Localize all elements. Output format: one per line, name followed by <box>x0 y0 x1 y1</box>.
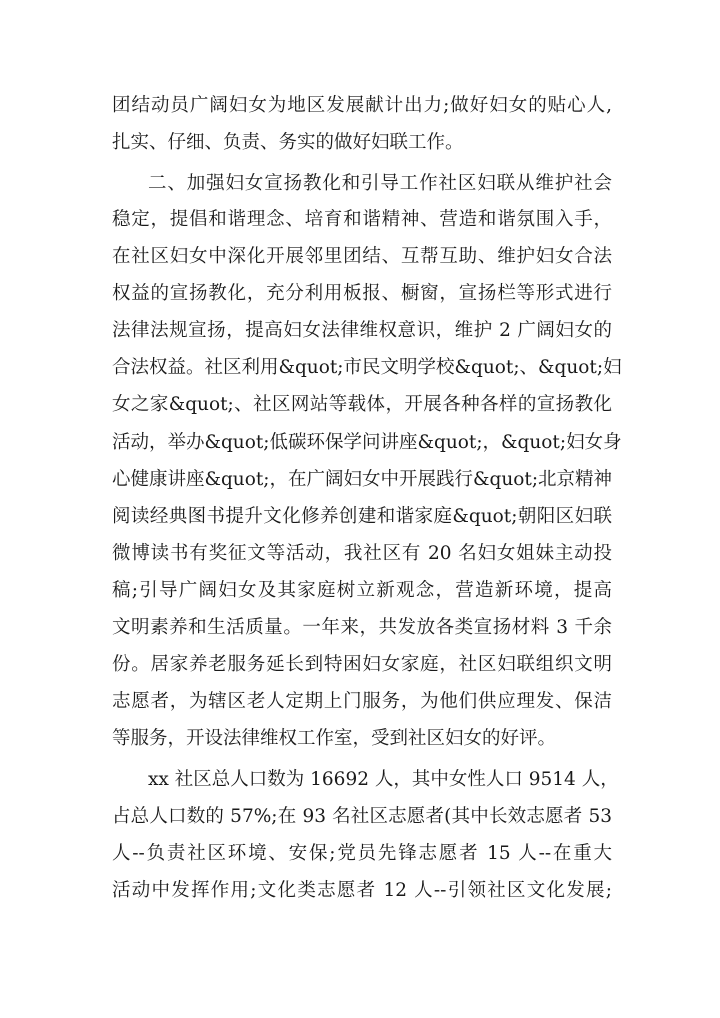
text-line: 权益的宣扬教化，充分利用板报、橱窗，宣扬栏等形式进行 <box>112 283 612 304</box>
text-line: 法律法规宣扬，提高妇女法律维权意识，维护 2 广阔妇女的 <box>112 320 612 341</box>
text-line: 稿;引导广阔妇女及其家庭树立新观念，营造新环境，提高 <box>112 580 612 601</box>
text-line: 在社区妇女中深化开展邻里团结、互帮互助、维护妇女合法 <box>112 246 612 267</box>
text-line: 微博读书有奖征文等活动，我社区有 20 名妇女姐妹主动投 <box>112 543 612 564</box>
text-line: 女之家&quot;、社区网站等载体，开展各种各样的宣扬教化 <box>112 394 612 415</box>
text-line: 等服务，开设法律维权工作室，受到社区妇女的好评。 <box>112 728 557 749</box>
text-line: 活动，举办&quot;低碳环保学问讲座&quot;，&quot;妇女身 <box>112 432 622 453</box>
text-line: 团结动员广阔妇女为地区发展献计出力;做好妇女的贴心人, <box>112 95 612 116</box>
paragraph-first-line: 二、加强妇女宣扬教化和引导工作社区妇联从维护社会 <box>148 173 612 194</box>
text-line: 扎实、仔细、负责、务实的做好妇联工作。 <box>112 132 464 153</box>
text-line: 份。居家养老服务延长到特困妇女家庭，社区妇联组织文明 <box>112 654 612 675</box>
text-line: 人--负责社区环境、安保;党员先锋志愿者 15 人--在重大 <box>112 843 612 864</box>
text-line: 活动中发挥作用;文化类志愿者 12 人--引领社区文化发展; <box>112 880 612 901</box>
text-line: 阅读经典图书提升文化修养创建和谐家庭&quot;朝阳区妇联 <box>112 506 612 527</box>
text-line: 文明素养和生活质量。一年来，共发放各类宣扬材料 3 千余 <box>112 617 612 638</box>
text-line: 志愿者，为辖区老人定期上门服务，为他们供应理发、保洁 <box>112 691 612 712</box>
text-line: 稳定，提倡和谐理念、培育和谐精神、营造和谐氛围入手， <box>112 209 612 230</box>
text-line: 占总人口数的 57%;在 93 名社区志愿者(其中长效志愿者 53 <box>112 806 612 827</box>
paragraph-first-line: xx 社区总人口数为 16692 人，其中女性人口 9514 人， <box>148 769 619 790</box>
text-line: 心健康讲座&quot;，在广阔妇女中开展践行&quot;北京精神 <box>112 469 613 490</box>
text-line: 合法权益。社区利用&quot;市民文明学校&quot;、&quot;妇 <box>112 357 622 378</box>
